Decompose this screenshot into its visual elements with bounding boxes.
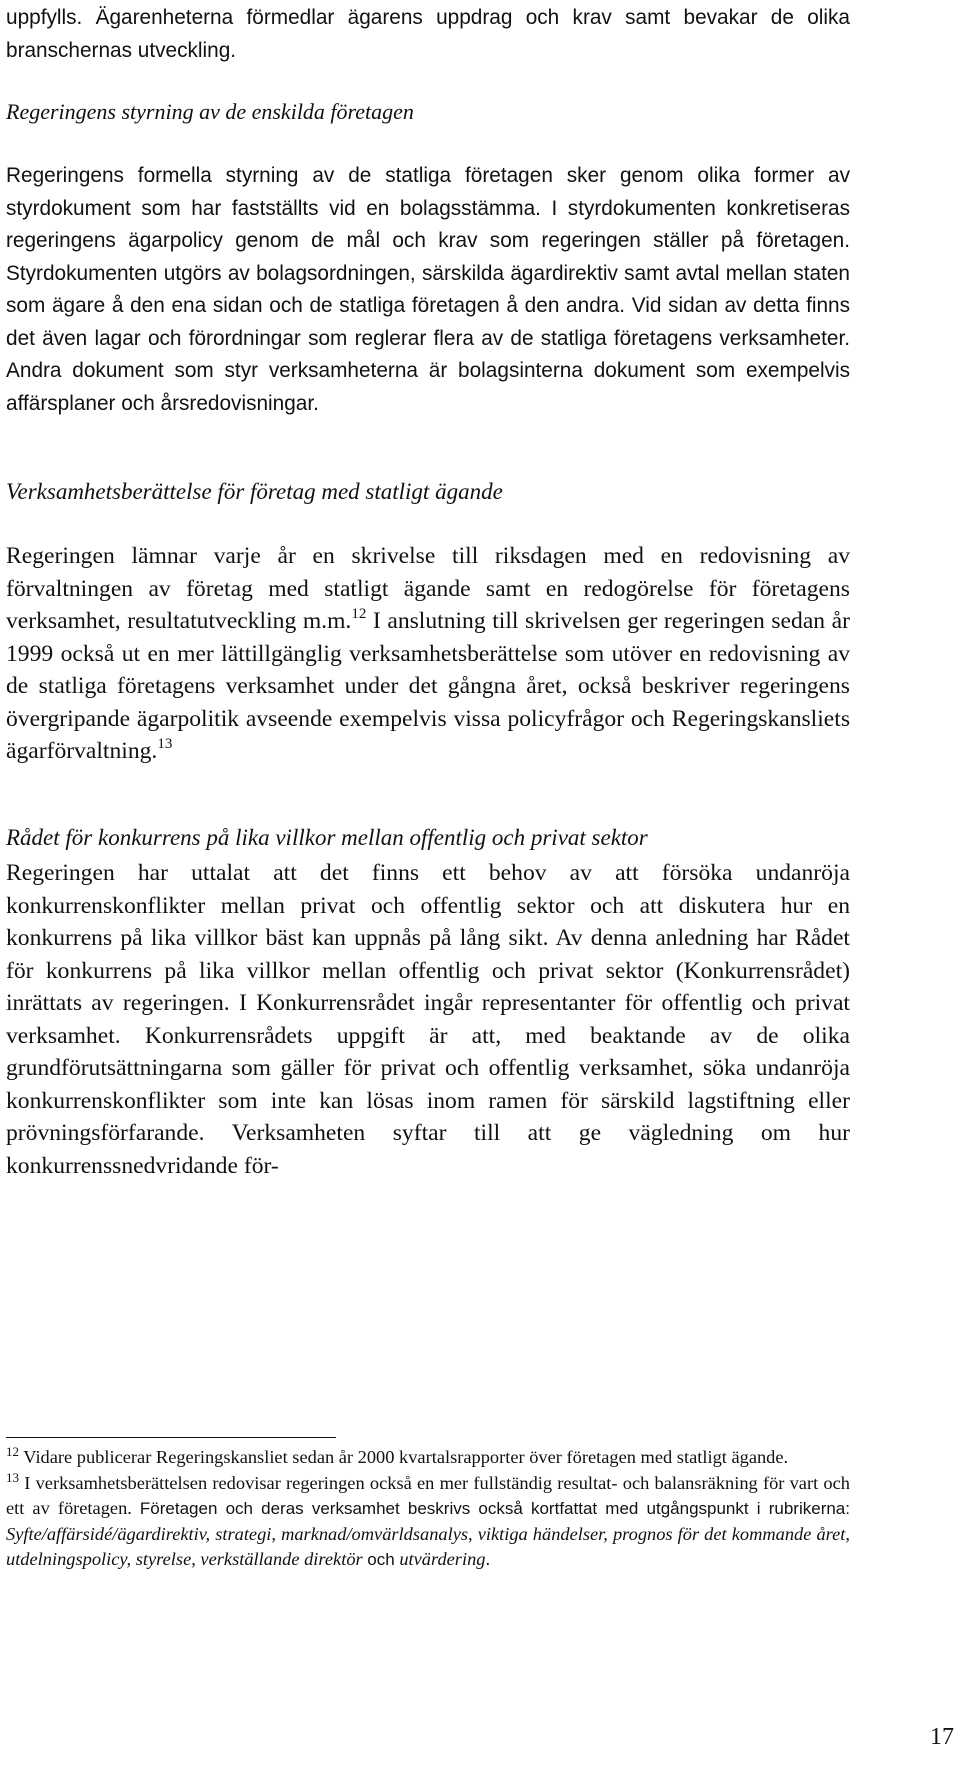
footnote-13 bbox=[6, 1471, 850, 1573]
footnote-12-number: 12 bbox=[6, 1444, 19, 1459]
body-text-part2: I anslutning till skrivelsen ger regeringen sedan år 1999 också ut en mer lättillgänglig verksamhetsberättelse som utöver en redovisning av de statliga företagens verksamhet under det gångna året, också beskriver regeringens övergripande ägarpolitik avseende exempelvis vissa policyfrågor och Regeringskansliets ägarförvaltning. bbox=[6, 608, 850, 764]
footnote-13-italic-list: Syfte/affärsidé/ägardirektiv, strategi, marknad/omvärldsanalys, viktiga händelser, prognos för det kommande året, utdelningspolicy, styrelse, verkställande direktör bbox=[6, 1523, 850, 1569]
page-number: 17 bbox=[930, 1724, 954, 1750]
continued-paragraph bbox=[6, 2, 850, 67]
continued-paragraph-text: uppfylls. Ägarenheterna förmedlar ägarens uppdrag och krav samt bevakar de olika branschernas utveckling. bbox=[6, 6, 850, 62]
footnote-13-italic-end: utvärdering bbox=[399, 1549, 486, 1569]
section-heading-styrning: Regeringens styrning av de enskilda företagen bbox=[6, 99, 414, 124]
footnote-ref-12[interactable]: 12 bbox=[351, 606, 367, 622]
footnote-separator bbox=[6, 1437, 336, 1438]
footnote-13-period: . bbox=[485, 1549, 491, 1569]
footnote-12 bbox=[6, 1445, 850, 1471]
footnote-ref-13[interactable]: 13 bbox=[157, 736, 173, 752]
footnotes bbox=[6, 1445, 850, 1573]
footnote-12-text: Vidare publicerar Regeringskansliet sedan år 2000 kvartalsrapporter över företagen med statligt ägande. bbox=[23, 1447, 789, 1467]
section-heading-verksamhetsberattelse: Verksamhetsberättelse för företag med statligt ägande bbox=[6, 479, 503, 504]
body-text-part1: Regeringen lämnar varje år en skrivelse till riksdagen med en redovisning av förvaltningen av företag med statligt ägande samt en redogörelse för företagens verksamhet, resultatutveckling m.m. bbox=[6, 543, 850, 634]
section-body-verksamhetsberattelse bbox=[6, 540, 850, 768]
footnote-13-text-b: Företagen och deras verksamhet beskrivs också kortfattat med utgångspunkt i rubrikerna: bbox=[139, 1499, 850, 1518]
section-heading-konkurrensradet: Rådet för konkurrens på lika villkor mellan offentlig och privat sektor bbox=[6, 825, 648, 850]
footnote-13-text-a: I verksamhetsberättelsen redovisar regeringen också en mer fullständig resultat- och balansräkning för vart och ett av företagen. bbox=[6, 1472, 850, 1518]
footnote-13-number: 13 bbox=[6, 1469, 19, 1485]
section-body-konkurrensradet: Regeringen har uttalat att det finns ett behov av att försöka undanröja konkurrenskonflikter mellan privat och offentlig sektor och att diskutera hur en konkurrens på lika villkor bäst kan uppnås på lång sikt. Av denna anledning har Rådet för konkurrens på lika villkor mellan offentlig och privat sektor (Konkurrensrådet) inrättats av regeringen. I Konkurrensrådet ingår representanter för offentlig och privat verksamhet. Konkurrensrådets uppgift är att, med beaktande av de olika grundförutsättningarna som gäller för privat och offentlig verksamhet, söka undanröja konkurrenskonflikter som inte kan lösas inom ramen för särskild lagstiftning eller prövningsförfarande. Verksamheten syftar till att ge vägledning om hur konkurrenssnedvridande för- bbox=[6, 860, 850, 1179]
section-body-styrning: Regeringens formella styrning av de statliga företagen sker genom olika former av styrdokument som har fastställts vid en bolagsstämma. I styrdokumenten konkretiseras regeringens ägarpolicy genom de mål och krav som regeringen ställer på företagen. Styrdokumenten utgörs av bolagsordningen, särskilda ägardirektiv samt avtal mellan staten som ägare å den ena sidan och de statliga företagen å den andra. Vid sidan av detta finns det även lagar och förordningar som reglerar flera av de statliga företagens verksamheter. Andra dokument som styr verksamheterna är bolagsinterna dokument som exempelvis affärsplaner och årsredovisningar. bbox=[6, 164, 850, 415]
footnote-13-och: och bbox=[367, 1550, 395, 1569]
